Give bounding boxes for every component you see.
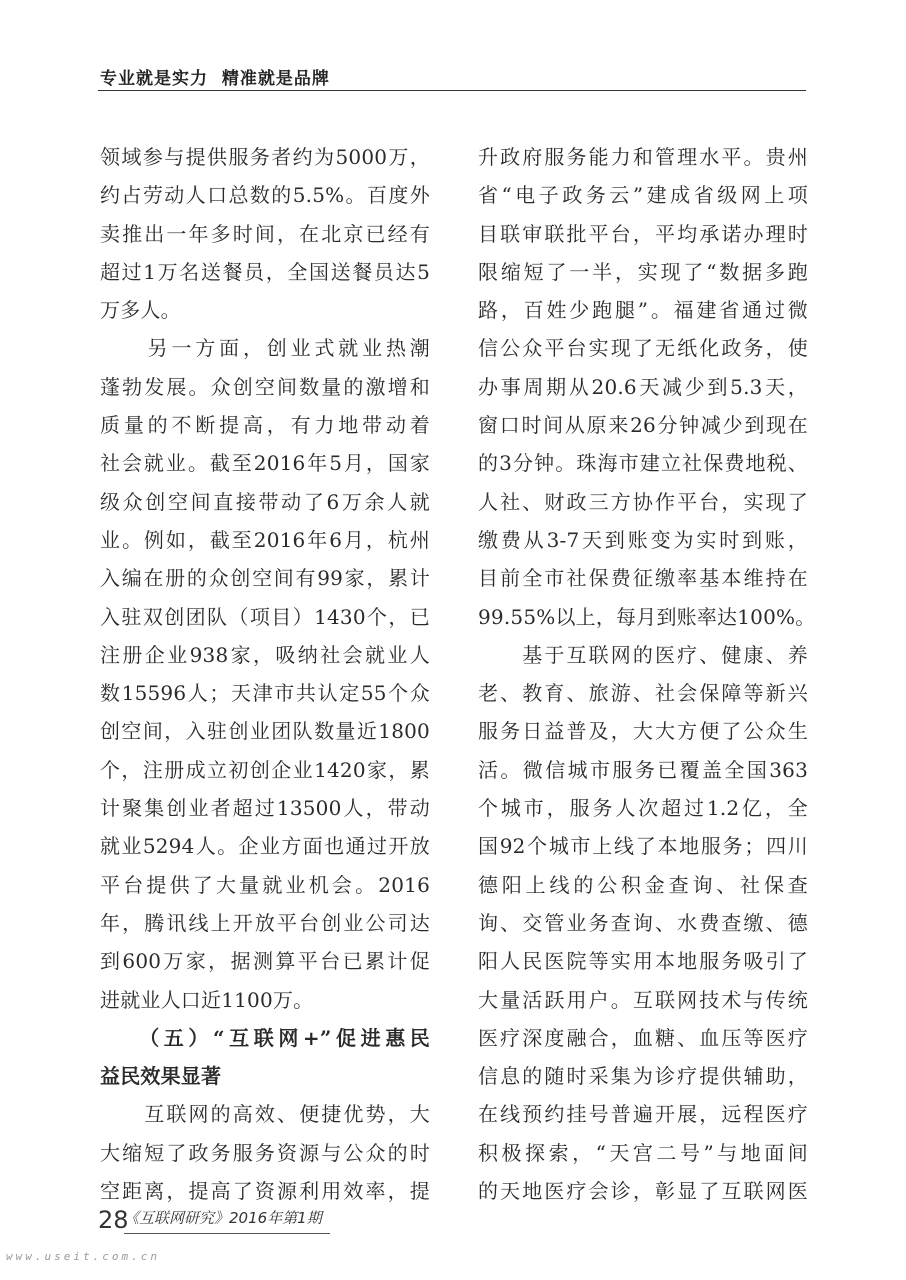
text-line: 益民效果显著: [100, 1064, 222, 1089]
text-line: 大量活跃用户。互联网技术与传统: [478, 987, 808, 1012]
text-line: 基于互联网的医疗、健康、养: [478, 642, 808, 667]
text-line: 在线预约挂号普遍开展，远程医疗: [478, 1102, 808, 1127]
text-line: 平台提供了大量就业机会。2016: [100, 872, 430, 897]
text-line: 入驻双创团队（项目）1430个，已: [100, 604, 430, 629]
text-line: 德阳上线的公积金查询、社保查: [478, 872, 808, 897]
text-line: 信公众平台实现了无纸化政务，使: [478, 336, 808, 361]
text-line: 领域参与提供服务者约为5000万，: [100, 145, 430, 169]
text-line: 级众创空间直接带动了6万余人就: [100, 489, 430, 514]
text-line: 超过1万名送餐员，全国送餐员达5: [100, 259, 430, 284]
text-line: 大缩短了政务服务资源与公众的时: [100, 1140, 430, 1165]
text-line: 蓬勃发展。众创空间数量的激增和: [100, 374, 430, 399]
text-line: 国92个城市上线了本地服务；四川: [478, 834, 808, 859]
text-line: 的3分钟。珠海市建立社保费地税、: [478, 451, 808, 476]
text-line: 万多人。: [100, 298, 181, 323]
text-line: 年，腾讯线上开放平台创业公司达: [100, 910, 430, 935]
text-line: 个城市，服务人次超过1.2亿，全: [478, 796, 808, 821]
text-line: 缴费从3-7天到账变为实时到账，: [478, 527, 808, 552]
text-line: 询、交管业务查询、水费查缴、德: [478, 910, 808, 935]
text-line: 目前全市社保费征缴率基本维持在: [478, 566, 808, 591]
text-line: 注册企业938家，吸纳社会就业人: [100, 642, 430, 667]
watermark-text: www.useit.com.cn: [6, 1250, 160, 1263]
text-line: 创空间，入驻创业团队数量近1800: [100, 719, 430, 744]
text-line: 另一方面，创业式就业热潮: [100, 336, 430, 361]
text-line: 数15596人；天津市共认定55个众: [100, 681, 430, 706]
text-line: 个，注册成立初创企业1420家，累: [100, 757, 430, 782]
journal-citation: 《互联网研究》2016年第1期: [124, 1209, 322, 1227]
page-number: 28: [98, 1206, 129, 1234]
text-line: 计聚集创业者超过13500人，带动: [100, 796, 430, 821]
text-line: 空距离，提高了资源利用效率，提: [100, 1179, 430, 1204]
page-footer: [98, 1206, 328, 1238]
text-line: 办事周期从20.6天减少到5.3天，: [478, 374, 808, 399]
text-line: 省“电子政务云”建成省级网上项: [478, 183, 808, 208]
text-line: 窗口时间从原来26分钟减少到现在: [478, 413, 808, 438]
footer-rule: [124, 1233, 330, 1234]
text-line: 积极探索，“天宫二号”与地面间: [478, 1140, 808, 1165]
text-line: 的天地医疗会诊，彰显了互联网医: [478, 1179, 808, 1204]
header-slogan: 专业就是实力 精准就是品牌: [100, 69, 330, 89]
text-line: 服务日益普及，大大方便了公众生: [478, 719, 808, 744]
text-line: 活。微信城市服务已覆盖全国363: [478, 757, 808, 782]
text-line: 到600万家，据测算平台已累计促: [100, 949, 430, 974]
text-line: （五）“互联网+”促进惠民: [100, 1025, 430, 1050]
text-line: 99.55%以上，每月到账率达100%。: [478, 604, 816, 629]
running-header: [98, 62, 806, 91]
text-line: 升政府服务能力和管理水平。贵州: [478, 145, 808, 169]
right-column: [478, 138, 816, 1210]
text-line: 人社、财政三方协作平台，实现了: [478, 489, 808, 514]
text-line: 就业5294人。企业方面也通过开放: [100, 834, 430, 859]
text-line: 卖推出一年多时间，在北京已经有: [100, 221, 430, 246]
text-line: 互联网的高效、便捷优势，大: [100, 1102, 430, 1127]
text-line: 社会就业。截至2016年5月，国家: [100, 451, 430, 476]
text-line: 限缩短了一半，实现了“数据多跑: [478, 259, 808, 284]
text-line: 阳人民医院等实用本地服务吸引了: [478, 949, 808, 974]
text-line: 老、教育、旅游、社会保障等新兴: [478, 681, 808, 706]
text-line: 约占劳动人口总数的5.5%。百度外: [100, 183, 430, 208]
text-line: 目联审联批平台，平均承诺办理时: [478, 221, 808, 246]
text-line: 进就业人口近1100万。: [100, 987, 314, 1012]
text-line: 信息的随时采集为诊疗提供辅助，: [478, 1064, 808, 1089]
text-line: 入编在册的众创空间有99家，累计: [100, 566, 430, 591]
text-line: 业。例如，截至2016年6月，杭州: [100, 527, 430, 552]
left-column: [100, 138, 430, 1210]
text-line: 质量的不断提高，有力地带动着: [100, 413, 430, 438]
text-line: 路，百姓少跑腿”。福建省通过微: [478, 298, 808, 323]
text-line: 医疗深度融合，血糖、血压等医疗: [478, 1025, 808, 1050]
